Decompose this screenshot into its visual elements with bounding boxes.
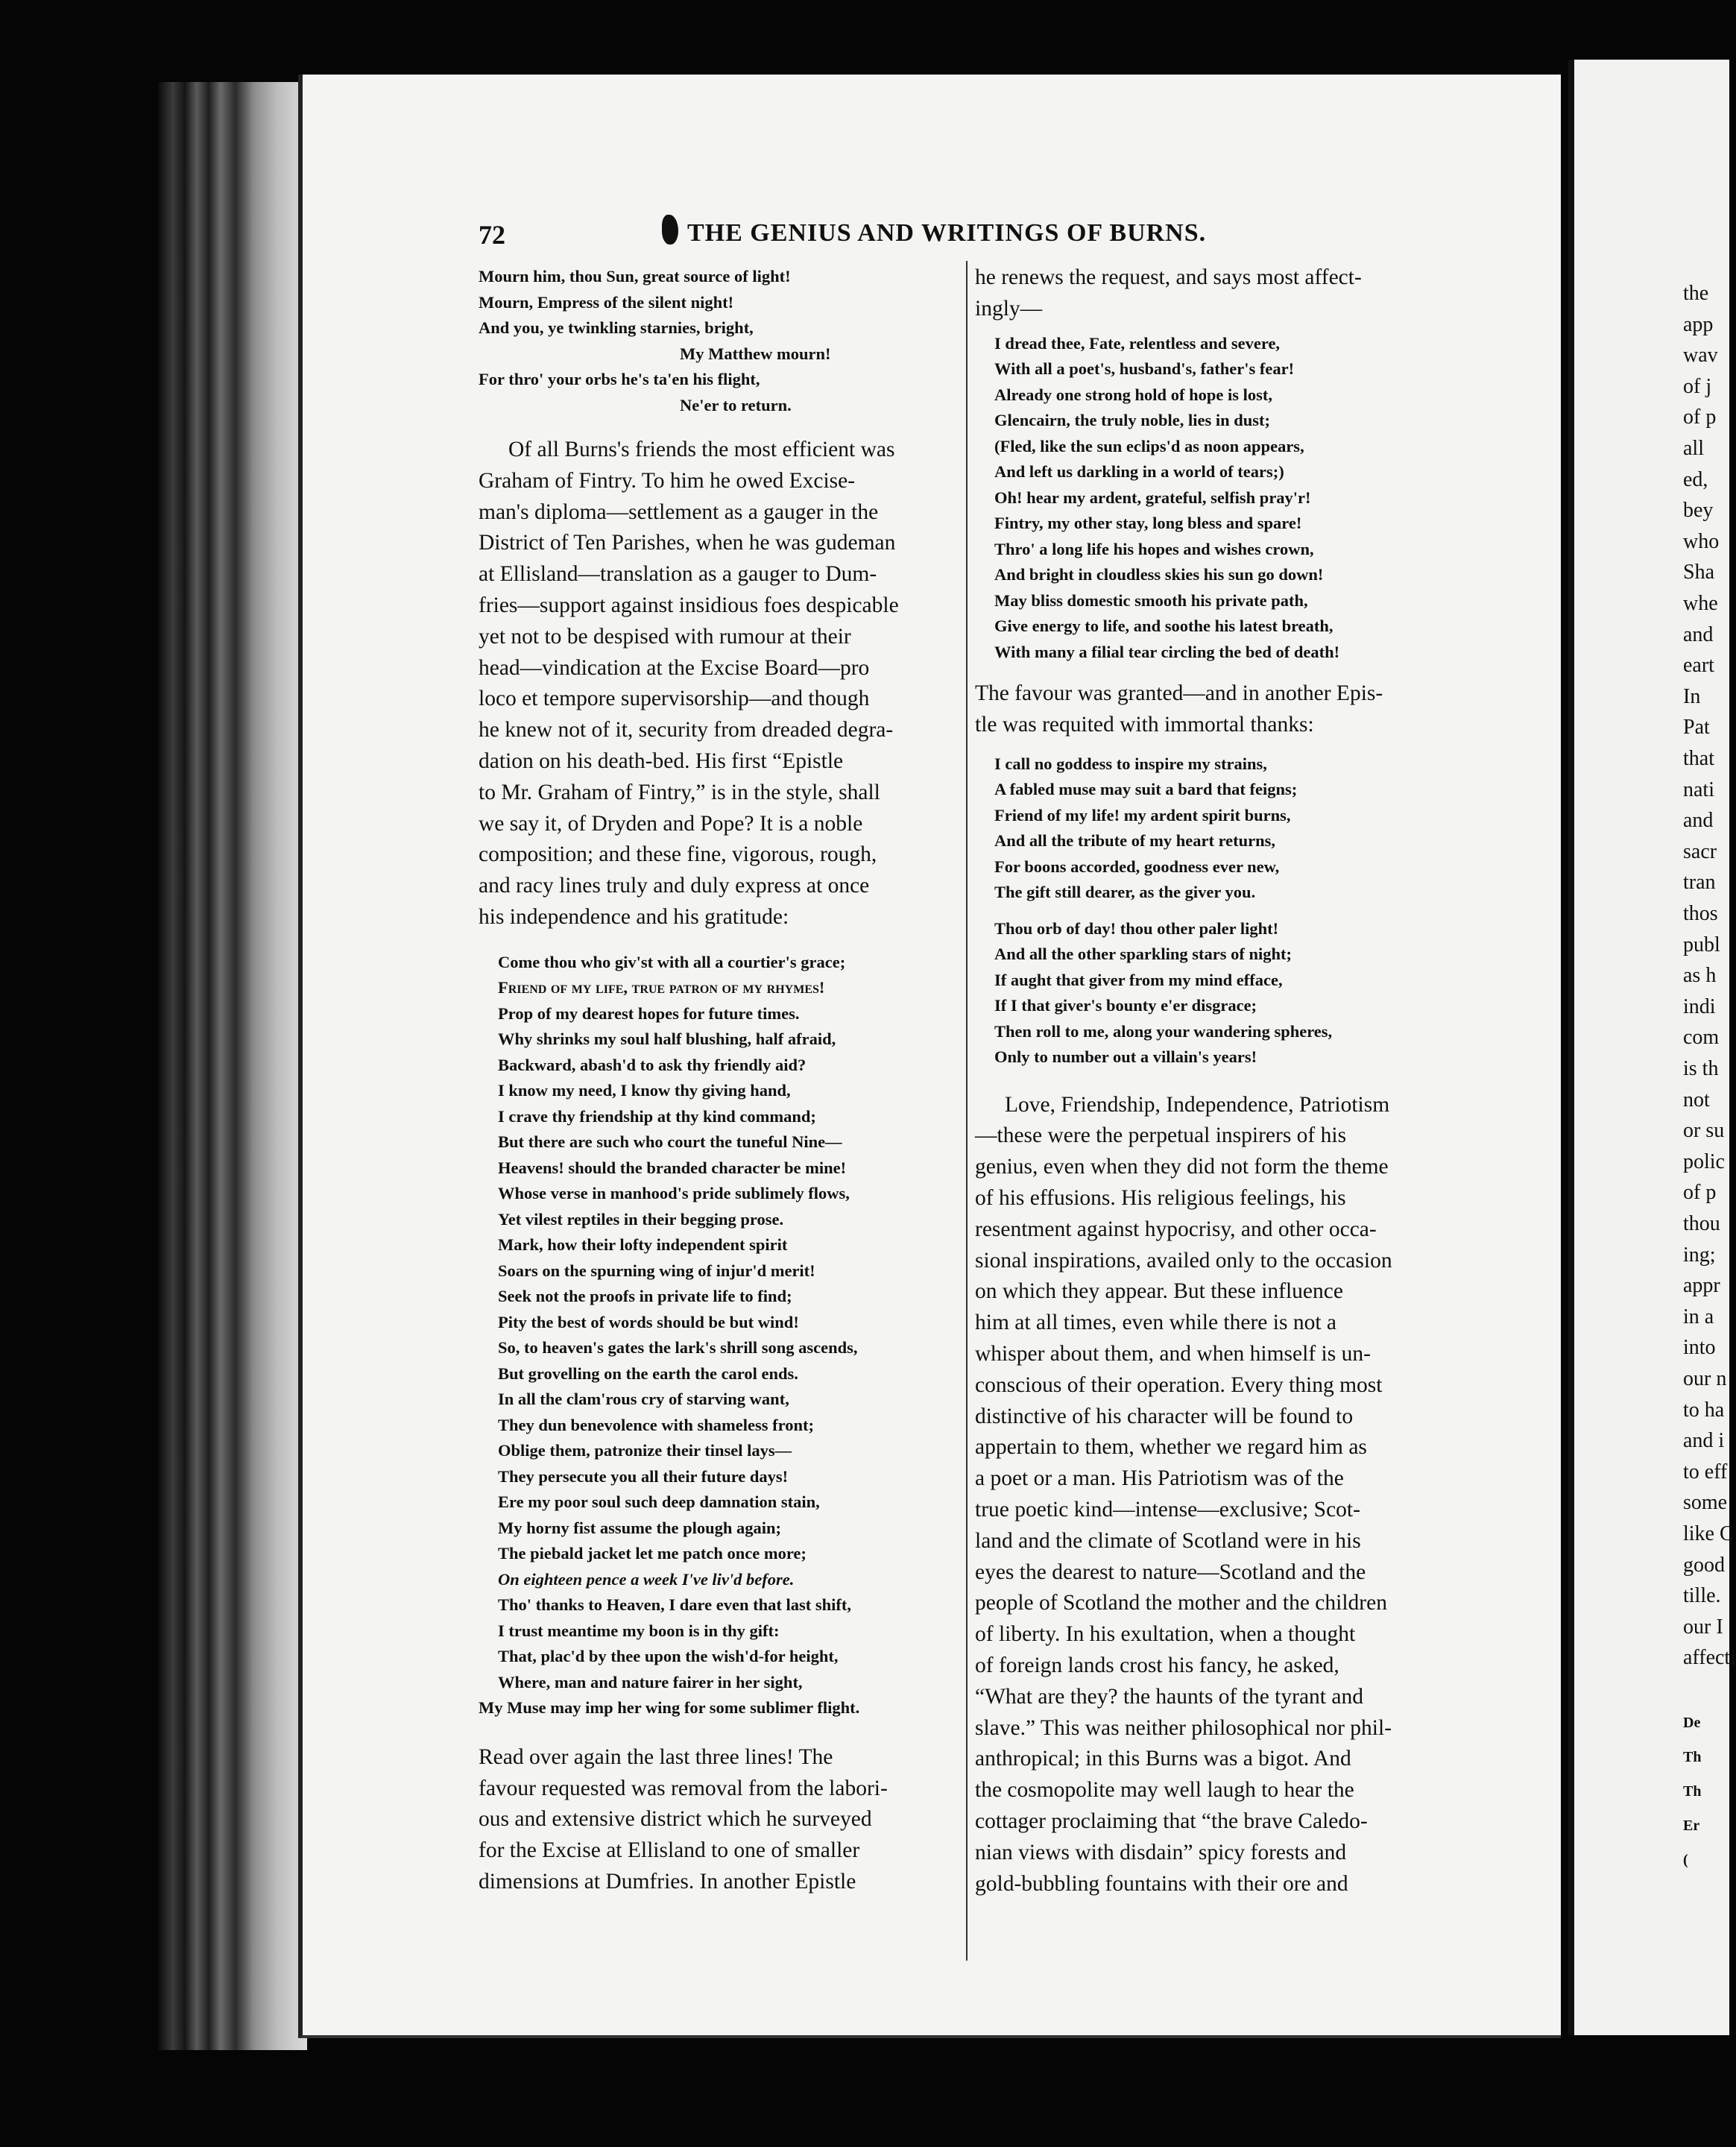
verse-line: (Fled, like the sun eclips'd as noon appears, bbox=[994, 436, 1304, 455]
verse-line: The gift still dearer, as the giver you. bbox=[994, 883, 1256, 902]
text-line: true poetic kind—intense—exclusive; Scot- bbox=[975, 1498, 1360, 1522]
facing-page-fragment: affecti bbox=[1683, 1646, 1736, 1670]
facing-page-fragment: our n bbox=[1683, 1367, 1727, 1390]
verse-line: I know my need, I know thy giving hand, bbox=[498, 1081, 791, 1100]
verse-line: Prop of my dearest hopes for future times. bbox=[498, 1003, 800, 1023]
text-line: Love, Friendship, Independence, Patriotism bbox=[1005, 1092, 1390, 1117]
facing-page-fragment: of p bbox=[1683, 1181, 1717, 1205]
text-line: anthropical; in this Burns was a bigot. And bbox=[975, 1747, 1351, 1771]
facing-page-fragment: to ha bbox=[1683, 1398, 1725, 1422]
text-line: District of Ten Parishes, when he was gudeman bbox=[479, 531, 896, 555]
verse-line: Friend of my life, true patron of my rhymes! bbox=[498, 978, 825, 997]
text-line: yet not to be despised with rumour at their bbox=[479, 624, 851, 649]
text-line: at Ellisland—translation as a gauger to Dum- bbox=[479, 562, 877, 587]
verse-line: I dread thee, Fate, relentless and severe, bbox=[994, 333, 1281, 353]
verse-lament bbox=[479, 264, 960, 418]
facing-page-fragment: like C bbox=[1683, 1522, 1734, 1545]
ink-blot-icon bbox=[662, 215, 678, 245]
verse-line: Thou orb of day! thou other paler light! bbox=[994, 918, 1279, 938]
facing-page-fragment: and i bbox=[1683, 1429, 1725, 1453]
text-line-diploma: man's diploma—settlement as a gauger in the bbox=[479, 499, 879, 524]
verse-line: Give energy to life, and soothe his latest breath, bbox=[994, 617, 1333, 636]
verse-line: Already one strong hold of hope is lost, bbox=[994, 385, 1272, 404]
text-line: a poet or a man. His Patriotism was of the bbox=[975, 1466, 1344, 1491]
text-line: land and the climate of Scotland were in his bbox=[975, 1528, 1361, 1553]
facing-page-fragment: some bbox=[1683, 1491, 1728, 1515]
facing-page-fragment: who bbox=[1683, 529, 1720, 553]
verse-line: Mourn, Empress of the silent night! bbox=[479, 292, 734, 312]
verse-line: They dun benevolence with shameless front; bbox=[498, 1415, 814, 1434]
facing-page-fragment: whe bbox=[1683, 592, 1718, 615]
text-line: distinctive of his character will be found to bbox=[975, 1404, 1354, 1428]
left-column bbox=[479, 262, 960, 1898]
verse-line: Then roll to me, along your wandering spheres, bbox=[994, 1021, 1333, 1041]
verse-line: I call no goddess to inspire my strains, bbox=[994, 754, 1267, 773]
running-title: THE GENIUS AND WRITINGS OF BURNS. bbox=[687, 219, 1207, 247]
verse-line: Where, man and nature fairer in her sight, bbox=[498, 1672, 803, 1692]
book-spine-edge bbox=[158, 82, 307, 2050]
facing-page-fragment: app bbox=[1683, 312, 1714, 336]
text-line: head—vindication at the Excise Board—pro bbox=[479, 655, 870, 680]
verse-line: Seek not the proofs in private life to find; bbox=[498, 1287, 792, 1306]
verse-line: Backward, abash'd to ask thy friendly aid? bbox=[498, 1055, 807, 1074]
facing-page-fragment: our I bbox=[1683, 1615, 1723, 1639]
verse-line: Heavens! should the branded character be mine! bbox=[498, 1158, 847, 1177]
facing-page-fragment: of j bbox=[1683, 374, 1712, 398]
text-line: eyes the dearest to nature—Scotland and the bbox=[975, 1560, 1366, 1584]
facing-page-fragment: Sha bbox=[1683, 561, 1714, 584]
verse-line: Mourn him, thou Sun, great source of light! bbox=[479, 267, 791, 286]
facing-page-fragment: is th bbox=[1683, 1057, 1719, 1080]
text-line: ingly— bbox=[975, 296, 1043, 321]
text-line: slave.” This was neither philosophical nor phil- bbox=[975, 1715, 1392, 1740]
verse-line: Yet vilest reptiles in their begging prose. bbox=[498, 1209, 784, 1229]
text-line: he knew not of it, security from dreaded degra- bbox=[479, 718, 894, 743]
text-line: Of all Burns's friends the most efficient was bbox=[508, 438, 895, 461]
text-line: tle was requited with immortal thanks: bbox=[975, 712, 1314, 737]
facing-page-fragment: wav bbox=[1683, 344, 1718, 368]
facing-page-fragment: publ bbox=[1683, 933, 1720, 956]
text-line: people of Scotland the mother and the children bbox=[975, 1591, 1387, 1615]
verse-line: Ere my poor soul such deep damnation stain, bbox=[498, 1492, 820, 1512]
page-number: 72 bbox=[479, 220, 505, 250]
text-line: sional inspirations, availed only to the occasion bbox=[975, 1248, 1392, 1273]
facing-page-fragment: eart bbox=[1683, 654, 1714, 678]
text-line: ous and extensive district which he surveyed bbox=[479, 1807, 872, 1832]
text-line: gold-bubbling fountains with their ore and bbox=[975, 1871, 1348, 1896]
text-line: whisper about them, and when himself is un- bbox=[975, 1342, 1371, 1366]
text-line: for the Excise at Ellisland to one of smaller bbox=[479, 1838, 860, 1863]
verse-line: But there are such who court the tuneful Nine— bbox=[498, 1132, 842, 1152]
facing-page-fragment: com bbox=[1683, 1026, 1720, 1050]
facing-page-fragment: In bbox=[1683, 684, 1701, 708]
verse-line: Mark, how their lofty independent spirit bbox=[498, 1235, 788, 1255]
text-line: —these were the perpetual inspirers of his bbox=[975, 1123, 1347, 1148]
text-line: appertain to them, whether we regard him as bbox=[975, 1435, 1367, 1460]
verse-line: Pity the best of words should be but wind! bbox=[498, 1312, 799, 1331]
verse-line: And all the other sparkling stars of night; bbox=[994, 945, 1292, 964]
facing-page-fragment: polic bbox=[1683, 1150, 1725, 1173]
text-line: his independence and his gratitude: bbox=[479, 904, 789, 929]
verse-line: Come thou who giv'st with all a courtier's grace; bbox=[498, 952, 846, 971]
verse-line: My Muse may imp her wing for some sublimer flight. bbox=[479, 1698, 860, 1718]
facing-page-fragment: Pat bbox=[1683, 716, 1710, 740]
facing-page-fragment: the bbox=[1683, 282, 1709, 305]
paragraph-graham bbox=[479, 435, 960, 933]
facing-page-fragment: and bbox=[1683, 622, 1714, 646]
verse-line: They persecute you all their future days! bbox=[498, 1466, 789, 1486]
facing-page-fragment: Th bbox=[1683, 1749, 1702, 1765]
verse-line: On eighteen pence a week I've liv'd before. bbox=[498, 1569, 795, 1589]
verse-line: My horny fist assume the plough again; bbox=[498, 1518, 782, 1537]
verse-line: Why shrinks my soul half blushing, half afraid, bbox=[498, 1030, 836, 1049]
text-line: composition; and these fine, vigorous, rough, bbox=[479, 842, 877, 867]
verse-line: I trust meantime my boon is in thy gift: bbox=[498, 1621, 780, 1640]
verse-line: Glencairn, the truly noble, lies in dust; bbox=[994, 411, 1271, 430]
facing-page-fragment: nati bbox=[1683, 778, 1714, 801]
facing-page-fragment: that bbox=[1683, 747, 1714, 770]
paragraph-patriotism bbox=[975, 1090, 1471, 1900]
paragraph-read-over bbox=[479, 1742, 960, 1898]
facing-page-fragment: sacr bbox=[1683, 839, 1717, 863]
verse-line: For boons accorded, goodness ever new, bbox=[994, 857, 1280, 876]
verse-line: Only to number out a villain's years! bbox=[994, 1047, 1257, 1067]
verse-line: Oblige them, patronize their tinsel lays— bbox=[498, 1441, 792, 1460]
facing-page-fragment: ed, bbox=[1683, 467, 1708, 491]
facing-page-fragment: ing; bbox=[1683, 1243, 1716, 1267]
verse-line: Friend of my life! my ardent spirit burns, bbox=[994, 805, 1291, 825]
verse-line: If I that giver's bounty e'er disgrace; bbox=[994, 996, 1257, 1015]
verse-line: So, to heaven's gates the lark's shrill song ascends, bbox=[498, 1338, 858, 1358]
verse-line: That, plac'd by thee upon the wish'd-for height, bbox=[498, 1647, 839, 1666]
text-line: Graham of Fintry. To him he owed Excise- bbox=[479, 468, 856, 493]
facing-page-fragment: into bbox=[1683, 1336, 1716, 1360]
text-line: “What are they? the haunts of the tyrant and bbox=[975, 1684, 1363, 1709]
paragraph-renews bbox=[975, 262, 1471, 325]
text-line: loco et tempore supervisorship—and though bbox=[479, 687, 870, 711]
facing-page-fragment: tran bbox=[1683, 871, 1716, 895]
verse-line: Ne'er to return. bbox=[680, 395, 792, 414]
facing-page-fragment: Er bbox=[1683, 1817, 1700, 1834]
verse-line: Thro' a long life his hopes and wishes crown, bbox=[994, 539, 1314, 558]
facing-page-fragment: in a bbox=[1683, 1305, 1714, 1328]
verse-line: And you, ye twinkling starnies, bright, bbox=[479, 318, 754, 337]
facing-page-fragment: to eff bbox=[1683, 1460, 1728, 1484]
text-line: on which they appear. But these influence bbox=[975, 1279, 1343, 1304]
facing-page-fragment: as h bbox=[1683, 964, 1717, 988]
verse-line: With many a filial tear circling the bed of death! bbox=[994, 642, 1340, 661]
facing-page-fragment: thos bbox=[1683, 902, 1718, 925]
verse-line: But grovelling on the earth the carol ends. bbox=[498, 1363, 798, 1383]
verse-line: Whose verse in manhood's pride sublimely flows, bbox=[498, 1184, 850, 1203]
facing-page-fragment: of p bbox=[1683, 406, 1717, 429]
facing-page-fragment: or su bbox=[1683, 1119, 1725, 1143]
facing-page-fragment: all bbox=[1683, 437, 1704, 460]
facing-page-fragment: and bbox=[1683, 809, 1714, 833]
text-line: Read over again the last three lines! The bbox=[479, 1744, 833, 1769]
text-line: and racy lines truly and duly express at once bbox=[479, 874, 870, 898]
text-line: of liberty. In his exultation, when a thought bbox=[975, 1622, 1356, 1647]
verse-orb-of-day bbox=[975, 916, 1471, 1071]
facing-page-fragment: tille. bbox=[1683, 1584, 1721, 1608]
text-line: nian views with disdain” spicy forests and bbox=[975, 1840, 1347, 1864]
facing-page-fragment: thou bbox=[1683, 1212, 1720, 1235]
verse-line: For thro' your orbs he's ta'en his flight, bbox=[479, 370, 760, 388]
verse-line: Soars on the spurning wing of injur'd merit! bbox=[498, 1261, 815, 1280]
facing-page-fragment: bey bbox=[1683, 499, 1714, 523]
text-line: of his effusions. His religious feelings, his bbox=[975, 1186, 1346, 1211]
text-line: dimensions at Dumfries. In another Epistle bbox=[479, 1869, 856, 1894]
text-line: the cosmopolite may well laugh to hear the bbox=[975, 1778, 1354, 1803]
text-line: he renews the request, and says most affect- bbox=[975, 265, 1362, 289]
verse-line: Tho' thanks to Heaven, I dare even that last shift, bbox=[498, 1595, 851, 1615]
text-line: The favour was granted—and in another Epis- bbox=[975, 681, 1383, 706]
text-line: of foreign lands crost his fancy, he asked, bbox=[975, 1653, 1339, 1678]
verse-line: My Matthew mourn! bbox=[680, 344, 831, 363]
text-line: we say it, of Dryden and Pope? It is a noble bbox=[479, 811, 863, 836]
facing-page-fragment: appr bbox=[1683, 1274, 1720, 1298]
verse-line: With all a poet's, husband's, father's fear! bbox=[994, 359, 1295, 379]
facing-page-fragment: ( bbox=[1683, 1852, 1688, 1868]
verse-line: I crave thy friendship at thy kind command; bbox=[498, 1106, 816, 1126]
verse-line: If aught that giver from my mind efface, bbox=[994, 970, 1283, 989]
verse-line: And all the tribute of my heart returns, bbox=[994, 831, 1276, 851]
verse-dread-fate bbox=[975, 331, 1471, 666]
verse-line: May bliss domestic smooth his private path, bbox=[994, 590, 1308, 610]
text-line bbox=[479, 497, 960, 529]
verse-line: The piebald jacket let me patch once more; bbox=[498, 1544, 807, 1563]
text-line: favour requested was removal from the labori- bbox=[479, 1776, 888, 1800]
verse-line: Oh! hear my ardent, grateful, selfish pray'r! bbox=[994, 488, 1311, 507]
verse-epistle-graham bbox=[479, 950, 960, 1721]
text-line: fries—support against insidious foes despicable bbox=[479, 593, 899, 617]
text-line: resentment against hypocrisy, and other occa- bbox=[975, 1217, 1377, 1241]
text-line: him at all times, even while there is not a bbox=[975, 1311, 1336, 1335]
facing-page-fragment: good bbox=[1683, 1553, 1725, 1577]
text-line: to Mr. Graham of Fintry,” is in the style, shall bbox=[479, 780, 880, 804]
page-header bbox=[479, 215, 1492, 259]
verse-line: A fabled muse may suit a bard that feigns; bbox=[994, 780, 1298, 799]
right-column bbox=[975, 262, 1471, 1899]
verse-line: And bright in cloudless skies his sun go down! bbox=[994, 565, 1324, 584]
text-line: conscious of their operation. Every thing most bbox=[975, 1372, 1383, 1397]
facing-page-fragment: De bbox=[1683, 1715, 1701, 1731]
paragraph-favour-granted bbox=[975, 678, 1471, 741]
verse-line: In all the clam'rous cry of starving want, bbox=[498, 1390, 789, 1409]
verse-line: And left us darkling in a world of tears;) bbox=[994, 462, 1284, 482]
text-line: genius, even when they did not form the theme bbox=[975, 1155, 1389, 1179]
facing-page-fragment: Th bbox=[1683, 1783, 1702, 1800]
text-line: dation on his death-bed. His first “Epistle bbox=[479, 748, 844, 773]
verse-line: Fintry, my other stay, long bless and spare! bbox=[994, 514, 1302, 533]
facing-page-fragment: not bbox=[1683, 1088, 1710, 1112]
text-line: cottager proclaiming that “the brave Caledo- bbox=[975, 1809, 1368, 1834]
column-rule bbox=[966, 261, 968, 1961]
facing-page-fragment: indi bbox=[1683, 994, 1716, 1018]
verse-no-goddess bbox=[975, 751, 1471, 906]
